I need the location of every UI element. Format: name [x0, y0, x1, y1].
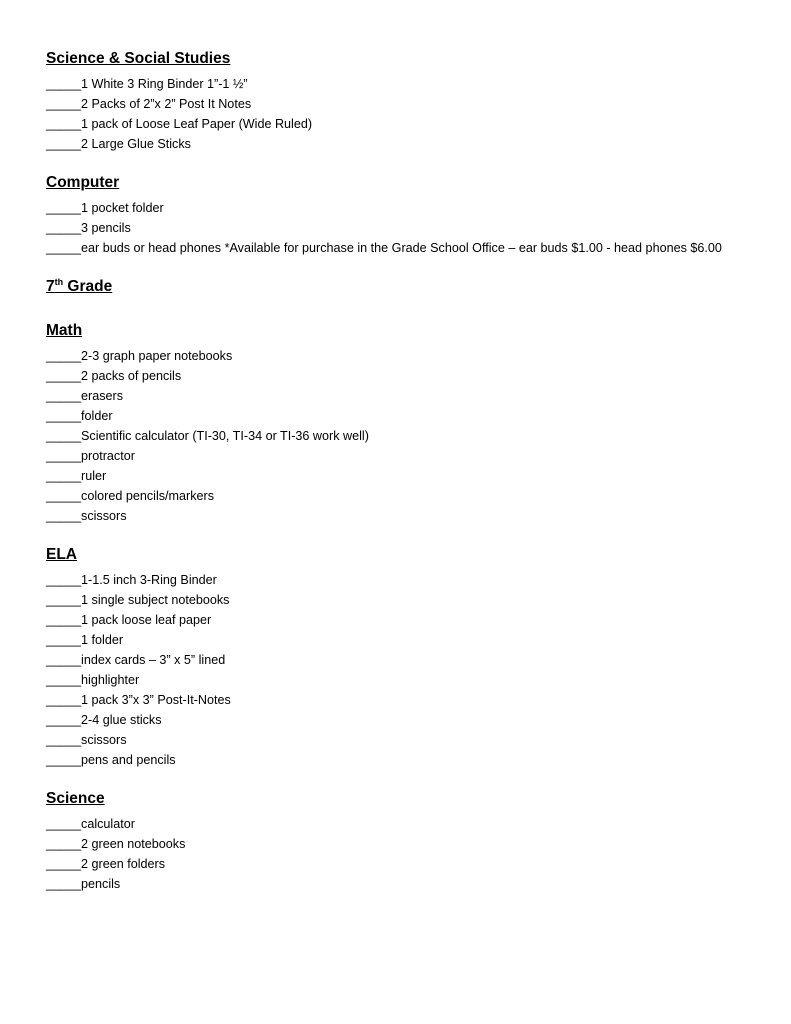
- supply-item: [46, 814, 791, 834]
- supply-item: [46, 134, 791, 154]
- supply-item: [46, 630, 791, 650]
- section-title-computer: Computer: [46, 174, 120, 191]
- checkbox-blank-line: _____: [46, 77, 82, 91]
- supply-item: [46, 238, 791, 258]
- checkbox-blank-line: _____: [46, 369, 82, 383]
- section-computer: [46, 172, 791, 258]
- supply-item: [46, 590, 791, 610]
- supply-item-text: ruler: [81, 469, 107, 483]
- supply-list-math: [46, 346, 791, 526]
- supply-list-computer: [46, 198, 791, 258]
- supply-item-text: pencils: [81, 877, 121, 891]
- supply-item: [46, 874, 791, 894]
- supply-item-text: erasers: [81, 389, 124, 403]
- supply-item-text: ear buds or head phones *Available for purchase in the Grade School Office – ear buds $1.00 - head phones $6.00: [81, 241, 722, 255]
- supply-item: [46, 610, 791, 630]
- supply-item: [46, 406, 791, 426]
- supply-item-text: protractor: [81, 449, 135, 463]
- supply-item-text: folder: [81, 409, 113, 423]
- section-title-ela: ELA: [46, 546, 77, 563]
- checkbox-blank-line: _____: [46, 673, 82, 687]
- checkbox-blank-line: _____: [46, 241, 82, 255]
- section-math: [46, 320, 791, 526]
- supply-item: [46, 854, 791, 874]
- supply-item: [46, 346, 791, 366]
- supply-item-text: 2-3 graph paper notebooks: [81, 349, 233, 363]
- checkbox-blank-line: _____: [46, 221, 82, 235]
- supply-item: [46, 650, 791, 670]
- checkbox-blank-line: _____: [46, 613, 82, 627]
- supply-item-text: Scientific calculator (TI-30, TI-34 or TI-36 work well): [81, 429, 369, 443]
- supply-item: [46, 446, 791, 466]
- checkbox-blank-line: _____: [46, 97, 82, 111]
- checkbox-blank-line: _____: [46, 469, 82, 483]
- supply-item: [46, 690, 791, 710]
- supply-item: [46, 218, 791, 238]
- checkbox-blank-line: _____: [46, 653, 82, 667]
- supply-item-text: 1-1.5 inch 3-Ring Binder: [81, 573, 217, 587]
- checkbox-blank-line: _____: [46, 117, 82, 131]
- checkbox-blank-line: _____: [46, 857, 82, 871]
- checkbox-blank-line: _____: [46, 733, 82, 747]
- checkbox-blank-line: _____: [46, 877, 82, 891]
- supply-item-text: 2 green folders: [81, 857, 166, 871]
- supply-item: [46, 486, 791, 506]
- section-title-math: Math: [46, 322, 83, 339]
- supply-item: [46, 670, 791, 690]
- checkbox-blank-line: _____: [46, 837, 82, 851]
- checkbox-blank-line: _____: [46, 489, 82, 503]
- supply-item: [46, 750, 791, 770]
- section-science-and-social-studies: [46, 48, 791, 154]
- supply-list-science: [46, 814, 791, 894]
- supply-item: [46, 570, 791, 590]
- checkbox-blank-line: _____: [46, 713, 82, 727]
- supply-item: [46, 198, 791, 218]
- supply-item: [46, 466, 791, 486]
- supply-item-text: 1 pack 3”x 3” Post-It-Notes: [81, 693, 231, 707]
- supply-item-text: 2-4 glue sticks: [81, 713, 162, 727]
- checkbox-blank-line: _____: [46, 349, 82, 363]
- checkbox-blank-line: _____: [46, 449, 82, 463]
- supply-item-text: index cards – 3” x 5” lined: [81, 653, 226, 667]
- supply-item-text: 2 Large Glue Sticks: [81, 137, 191, 151]
- supply-item: [46, 114, 791, 134]
- supply-item: [46, 74, 791, 94]
- supply-item-text: highlighter: [81, 673, 140, 687]
- sections-before-grade: [46, 48, 791, 258]
- supply-item-text: 1 White 3 Ring Binder 1”-1 ½”: [81, 77, 248, 91]
- checkbox-blank-line: _____: [46, 509, 82, 523]
- checkbox-blank-line: _____: [46, 429, 82, 443]
- supply-item: [46, 506, 791, 526]
- supply-item-text: 1 pocket folder: [81, 201, 164, 215]
- section-science: [46, 788, 791, 894]
- checkbox-blank-line: _____: [46, 573, 82, 587]
- grade-heading: [46, 276, 791, 298]
- supply-list-ela: [46, 570, 791, 770]
- supply-item: [46, 386, 791, 406]
- grade-number: 7: [46, 278, 55, 295]
- supply-item-text: 1 single subject notebooks: [81, 593, 230, 607]
- supply-item-text: 1 folder: [81, 633, 124, 647]
- checkbox-blank-line: _____: [46, 389, 82, 403]
- section-title-science-and-social-studies: Science & Social Studies: [46, 50, 231, 67]
- checkbox-blank-line: _____: [46, 201, 82, 215]
- supply-item: [46, 834, 791, 854]
- supply-item-text: 2 green notebooks: [81, 837, 186, 851]
- supply-item: [46, 426, 791, 446]
- supply-item-text: 3 pencils: [81, 221, 131, 235]
- checkbox-blank-line: _____: [46, 593, 82, 607]
- supply-item-text: 2 Packs of 2”x 2” Post It Notes: [81, 97, 252, 111]
- checkbox-blank-line: _____: [46, 633, 82, 647]
- supply-item-text: colored pencils/markers: [81, 489, 215, 503]
- section-ela: [46, 544, 791, 770]
- supply-item-text: scissors: [81, 733, 127, 747]
- supply-list-science-and-social-studies: [46, 74, 791, 154]
- supply-item-text: 2 packs of pencils: [81, 369, 182, 383]
- checkbox-blank-line: _____: [46, 137, 82, 151]
- section-title-science: Science: [46, 790, 105, 807]
- checkbox-blank-line: _____: [46, 409, 82, 423]
- grade-superscript: th: [54, 277, 64, 287]
- grade-label: Grade: [63, 278, 113, 295]
- supply-item: [46, 710, 791, 730]
- sections-after-grade: [46, 320, 791, 894]
- supply-item-text: pens and pencils: [81, 753, 176, 767]
- checkbox-blank-line: _____: [46, 753, 82, 767]
- supply-item: [46, 94, 791, 114]
- supply-item: [46, 730, 791, 750]
- supply-item-text: 1 pack of Loose Leaf Paper (Wide Ruled): [81, 117, 313, 131]
- supply-item-text: 1 pack loose leaf paper: [81, 613, 212, 627]
- checkbox-blank-line: _____: [46, 693, 82, 707]
- supply-item-text: calculator: [81, 817, 135, 831]
- checkbox-blank-line: _____: [46, 817, 82, 831]
- supply-item: [46, 366, 791, 386]
- supply-item-text: scissors: [81, 509, 127, 523]
